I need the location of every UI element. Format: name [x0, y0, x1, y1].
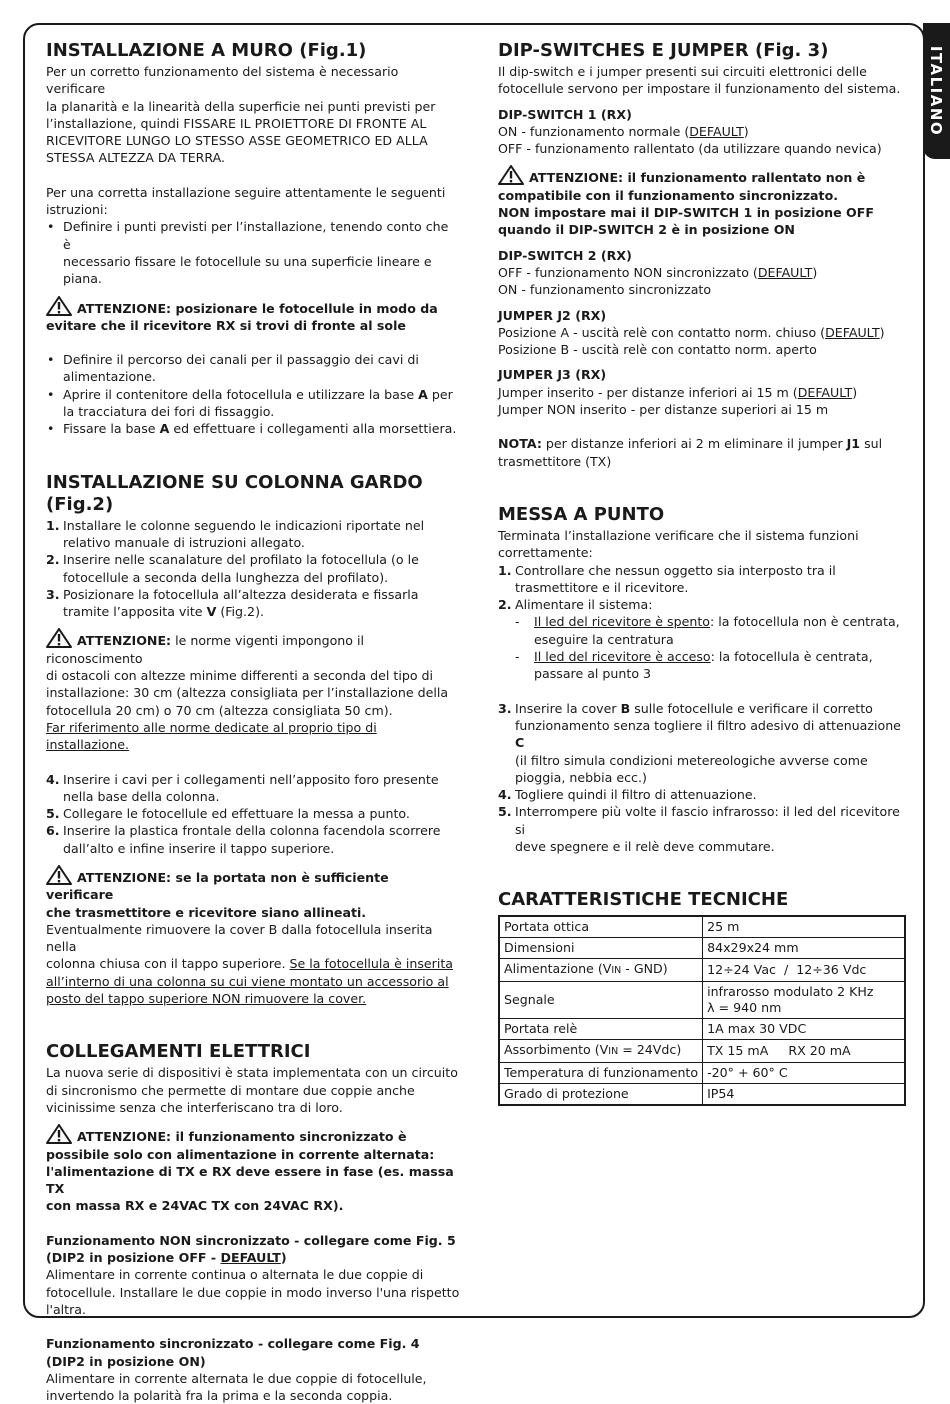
table-cell — [703, 982, 905, 1019]
subheading: DIP-SWITCH 2 (RX) — [498, 247, 632, 263]
text-run: A — [418, 386, 428, 402]
warning-text: che trasmettitore e ricevitore siano allineati. — [46, 904, 367, 920]
warning-text: con massa RX e 24VAC TX con 24VAC RX). — [46, 1198, 344, 1214]
text-run: Jumper inserito - per distanze inferiori ai 15 m ( — [498, 384, 798, 400]
numbered-item — [498, 803, 912, 855]
table-cell: 1A max 30 VDC — [703, 1019, 905, 1040]
text-line: istruzioni: — [46, 202, 108, 218]
text-run: Assorbimento (V — [504, 1042, 609, 1058]
item-number: 3. — [498, 700, 512, 716]
numbered-item — [498, 596, 912, 613]
text-run: Fissare la base — [63, 421, 160, 437]
table-cell: Dimensioni — [499, 938, 703, 959]
table-cell: -20° + 60° C — [703, 1063, 905, 1084]
text-line: Alimentare in corrente continua o alternata le due coppie di — [46, 1267, 424, 1283]
text-line: Jumper NON inserito - per distanze superiori ai 15 m — [498, 402, 829, 418]
table-cell — [499, 959, 703, 982]
text-line: OFF - funzionamento rallentato (da utilizzare quando nevica) — [498, 141, 882, 157]
numbered-item — [46, 586, 460, 621]
item-number: 2. — [46, 552, 60, 568]
text-line: correttamente: — [498, 545, 593, 561]
text-line: relativo manuale di istruzioni allegato. — [63, 534, 305, 550]
numbered-item — [46, 771, 460, 806]
text-run: Posizione A - uscità relè con contatto norm. chiuso ( — [498, 324, 826, 340]
text-line: nella base della colonna. — [63, 788, 220, 804]
text-line: all’interno di una colonna su cui viene montato un accessorio al — [46, 973, 449, 989]
text-line: vicinissime senza che interferiscano tra di loro. — [46, 1099, 343, 1115]
section-title: DIP-SWITCHES E JUMPER (Fig. 3) — [498, 40, 829, 61]
text-run: J1 — [846, 436, 861, 452]
warning-block — [498, 165, 912, 238]
section-installazione-colonna — [46, 472, 460, 1008]
text-run: B — [620, 700, 631, 716]
warning-icon — [46, 1124, 72, 1144]
text-line: installazione: 30 cm (altezza consigliata per l’installazione della — [46, 685, 449, 701]
text-line: ON - funzionamento sincronizzato — [498, 282, 712, 298]
text-line: Inserire i cavi per i collegamenti nell’apposito foro presente — [63, 771, 439, 787]
table-row — [499, 938, 905, 959]
warning-text: quando il DIP-SWITCH 2 è in posizione ON — [498, 222, 795, 238]
table-cell: 25 m — [703, 916, 905, 938]
text-line: Terminata l’installazione verificare che il sistema funzioni — [498, 527, 859, 543]
table-row — [499, 959, 905, 982]
default-label: DEFAULT — [689, 123, 744, 139]
text-line: λ = 940 nm — [707, 1000, 782, 1016]
table-row — [499, 1019, 905, 1040]
text-run: (DIP2 in posizione OFF - — [46, 1250, 221, 1266]
numbered-item — [46, 517, 460, 552]
numbered-item — [46, 822, 460, 857]
warning-text: ATTENZIONE: se la portata non è sufficiente verificare — [46, 869, 389, 903]
text-line: (il filtro simula condizioni metereologiche avverse come — [515, 752, 868, 768]
warning-label: ATTENZIONE: — [77, 633, 172, 649]
numbered-item — [498, 562, 912, 597]
numbered-item — [498, 786, 912, 803]
default-label: DEFAULT — [825, 324, 880, 340]
text-line: Posizionare la fotocellula all’altezza desiderata e fissarla — [63, 586, 419, 602]
item-number: 3. — [46, 586, 60, 602]
bullet-item — [46, 351, 460, 386]
subheading: (DIP2 in posizione ON) — [46, 1353, 206, 1369]
text-line: fotocellula 20 cm) o 70 cm (altezza consigliata 50 cm). — [46, 702, 393, 718]
table-row — [499, 1063, 905, 1084]
text-run: (Fig.2). — [216, 604, 264, 620]
default-label: DEFAULT — [757, 264, 813, 280]
text-line: passare al punto 3 — [534, 666, 652, 682]
text-run: colonna chiusa con il tappo superiore. — [46, 956, 290, 972]
dash-marker: - — [515, 649, 520, 665]
warning-text: ATTENZIONE: il funzionamento sincronizzato è — [77, 1129, 407, 1145]
subheading: DIP-SWITCH 1 (RX) — [498, 106, 632, 122]
spec-table — [498, 915, 906, 1106]
text-run: Il led del ricevitore è spento — [534, 614, 710, 630]
dash-item — [498, 613, 912, 648]
text-line: l'altra. — [46, 1301, 87, 1317]
table-cell: Portata relè — [499, 1019, 703, 1040]
text-line: eseguire la centratura — [534, 631, 674, 647]
text-run: : la fotocellula non è centrata, — [709, 614, 900, 630]
numbered-item — [46, 551, 460, 586]
item-number: 2. — [498, 597, 512, 613]
warning-text: ATTENZIONE: posizionare le fotocellule in modo da — [77, 300, 438, 316]
text-line: fotocellule. Installare le due coppie in modo inverso l'una rispetto — [46, 1284, 460, 1300]
text-run: Se la fotocellula è inserita — [289, 956, 453, 972]
item-number: 4. — [498, 787, 512, 803]
table-cell: Grado di protezione — [499, 1084, 703, 1106]
text-run: Alimentazione (V — [504, 961, 612, 977]
section-title: COLLEGAMENTI ELETTRICI — [46, 1041, 311, 1063]
text-run: ) — [852, 384, 858, 400]
text-run: Inserire la cover — [515, 700, 621, 716]
table-cell: Segnale — [499, 982, 703, 1019]
warning-text: l'alimentazione di TX e RX deve essere in fase (es. massa TX — [46, 1163, 454, 1197]
text-run: ed effettuare i collegamenti alla morsettiera. — [169, 421, 457, 437]
bullet-item — [46, 386, 460, 421]
text-line: RICEVITORE LUNGO LO STESSO ASSE GEOMETRICO ED ALLA — [46, 133, 428, 149]
table-cell: IP54 — [703, 1084, 905, 1106]
section-title: INSTALLAZIONE SU COLONNA GARDO (Fig.2) — [46, 471, 423, 515]
text-line: la tracciatura dei fori di fissaggio. — [63, 404, 275, 420]
table-row — [499, 1040, 905, 1063]
item-number: 5. — [46, 806, 60, 822]
text-line: • Definire i punti previsti per l’installazione, tenendo conto che è — [63, 219, 449, 252]
dash-item — [498, 648, 912, 683]
text-run: Aprire il contenitore della fotocellula e utilizzare la base — [63, 386, 419, 402]
warning-text: compatibile con il funzionamento sincronizzato. — [498, 187, 839, 203]
table-cell: 84x29x24 mm — [703, 938, 905, 959]
section-title: CARATTERISTICHE TECNICHE — [498, 889, 789, 911]
table-cell: Portata ottica — [499, 916, 703, 938]
warning-block — [46, 1124, 460, 1214]
text-line: Far riferimento alle norme dedicate al proprio tipo di installazione. — [46, 719, 377, 753]
subheading: JUMPER J3 (RX) — [498, 367, 607, 383]
text-line: alimentazione. — [63, 369, 156, 385]
item-number: 1. — [498, 562, 512, 578]
section-title: INSTALLAZIONE A MURO (Fig.1) — [46, 40, 367, 61]
text-line: trasmettitore e il ricevitore. — [515, 579, 689, 595]
text-line: Inserire la plastica frontale della colonna facendola scorrere — [63, 823, 441, 839]
default-label: DEFAULT — [797, 384, 853, 400]
text-line: l’installazione, quindi FISSARE IL PROIETTORE DI FRONTE AL — [46, 115, 427, 131]
text-line: fotocellule a seconda della lunghezza del profilato). — [63, 569, 389, 585]
text-run: ) — [280, 1250, 287, 1266]
text-line: trasmettitore (TX) — [498, 453, 612, 469]
language-tab-label: ITALIANO — [927, 45, 945, 137]
text-run: IN — [611, 965, 622, 977]
text-run: V — [206, 604, 217, 620]
text-line: Controllare che nessun oggetto sia interposto tra il — [515, 562, 836, 578]
text-run: NOTA: — [498, 436, 542, 452]
text-run: A — [159, 421, 170, 437]
warning-text: possibile solo con alimentazione in corrente alternata: — [46, 1146, 435, 1162]
table-cell: Temperatura di funzionamento — [499, 1063, 703, 1084]
text-line: La nuova serie di dispositivi è stata implementata con un circuito — [46, 1065, 458, 1081]
table-row — [499, 1084, 905, 1106]
text-run: = 24Vdc) — [618, 1042, 682, 1058]
warning-icon — [46, 865, 72, 885]
section-dip-switches — [498, 40, 912, 470]
text-line: Installare le colonne seguendo le indicazioni riportate nel — [63, 517, 425, 533]
text-line: posto del tappo superiore NON rimuovere la cover. — [46, 991, 367, 1007]
warning-block — [46, 296, 460, 335]
text-run: Il led del ricevitore è acceso — [534, 649, 711, 665]
text-run: C — [515, 735, 525, 751]
warning-icon — [46, 296, 72, 316]
text-line: Inserire nelle scanalature del profilato la fotocellula (o le — [63, 552, 419, 568]
text-line: • Definire il percorso dei canali per il passaggio dei cavi di — [63, 352, 419, 368]
text-run: OFF - funzionamento NON sincronizzato ( — [498, 264, 758, 280]
subheading: JUMPER J2 (RX) — [498, 307, 607, 323]
section-messa-a-punto — [498, 504, 912, 855]
warning-block — [46, 628, 460, 753]
table-cell: 12÷24 Vac / 12÷36 Vdc — [703, 959, 905, 982]
text-line: deve spegnere e il relè deve commutare. — [515, 838, 775, 854]
section-title: MESSA A PUNTO — [498, 503, 665, 525]
text-line: STESSA ALTEZZA DA TERRA. — [46, 150, 226, 166]
section-collegamenti-elettrici — [46, 1041, 460, 1404]
text-line: di ostacoli con altezze minime differenti a seconda del tipo di — [46, 668, 434, 684]
bullet-item — [46, 218, 460, 287]
item-number: 6. — [46, 823, 60, 839]
text-line: fotocellule servono per impostare il funzionamento del sistema. — [498, 81, 901, 97]
item-number: 4. — [46, 771, 60, 787]
warning-text: NON impostare mai il DIP-SWITCH 1 in posizione OFF — [498, 205, 874, 221]
table-row — [499, 982, 905, 1019]
text-line: Alimentare il sistema: — [515, 597, 653, 613]
text-run: DEFAULT — [220, 1250, 281, 1266]
text-line: Eventualmente rimuovere la cover B dalla fotocellula inserita nella — [46, 921, 433, 955]
bullet-item — [46, 420, 460, 437]
warning-block — [46, 865, 460, 921]
text-run: ON - funzionamento normale ( — [498, 123, 690, 139]
text-run: per distanze inferiori ai 2 m eliminare il jumper — [541, 436, 847, 452]
warning-text: le norme vigenti impongono il riconoscimento — [46, 633, 364, 666]
text-line: Il dip-switch e i jumper presenti sui circuiti elettronici delle — [498, 64, 867, 79]
dash-marker: - — [515, 614, 520, 630]
subheading: Funzionamento sincronizzato - collegare come Fig. 4 — [46, 1336, 420, 1352]
warning-text: ATTENZIONE: il funzionamento rallentato non è — [529, 170, 866, 186]
text-line: Alimentare in corrente alternata le due coppie di fotocellule, — [46, 1370, 427, 1386]
text-line: invertendo la polarità fra la prima e la seconda coppia. — [46, 1388, 393, 1404]
text-run: tramite l’apposita vite — [63, 604, 207, 620]
numbered-item — [498, 700, 912, 786]
text-line: Interrompere più volte il fascio infrarosso: il led del ricevitore si — [515, 804, 900, 837]
warning-icon — [498, 165, 524, 185]
text-run: - GND) — [621, 961, 668, 977]
left-column — [46, 40, 460, 1404]
text-line: Collegare le fotocellule ed effettuare la messa a punto. — [63, 806, 410, 822]
item-number: 5. — [498, 804, 512, 820]
text-line: pioggia, nebbia ecc.) — [515, 769, 647, 785]
text-line: Per un corretto funzionamento del sistema è necessario verificare — [46, 64, 399, 97]
warning-text: evitare che il ricevitore RX si trovi di fronte al sole — [46, 317, 406, 333]
numbered-item — [46, 805, 460, 822]
table-cell — [499, 1040, 703, 1063]
text-run: : la fotocellula è centrata, — [710, 649, 873, 665]
section-caratteristiche-tecniche — [498, 889, 912, 1106]
text-run: ) — [812, 264, 818, 280]
text-run: IN — [608, 1046, 619, 1058]
warning-icon — [46, 628, 72, 648]
text-line: infrarosso modulato 2 KHz — [707, 984, 874, 1000]
text-line: Posizione B - uscità relè con contatto norm. aperto — [498, 342, 817, 358]
text-run: ) — [743, 123, 749, 139]
text-line: necessario fissare le fotocellule su una superficie lineare e piana. — [63, 253, 432, 287]
item-number: 1. — [46, 517, 60, 533]
subheading: Funzionamento NON sincronizzato - collegare come Fig. 5 — [46, 1232, 456, 1248]
text-line: Togliere quindi il filtro di attenuazione. — [515, 787, 757, 803]
section-installazione-muro — [46, 40, 460, 438]
text-run: sulle fotocellule e verificare il corretto — [630, 700, 873, 716]
table-cell: TX 15 mA RX 20 mA — [703, 1040, 905, 1063]
text-run: funzionamento senza togliere il filtro adesivo di attenuazione — [515, 717, 901, 733]
text-line: di sincronismo che permette di montare due coppie anche — [46, 1082, 415, 1098]
text-run: ) — [879, 324, 885, 340]
text-line: la planarità e la linearità della superficie nei punti previsti per — [46, 98, 436, 114]
text-line: Per una corretta installazione seguire attentamente le seguenti — [46, 184, 446, 200]
text-run: sul — [860, 436, 883, 452]
table-row — [499, 916, 905, 938]
right-column — [498, 40, 912, 1106]
text-line: dall’alto e infine inserire il tappo superiore. — [63, 840, 335, 856]
text-run: per — [427, 386, 453, 402]
